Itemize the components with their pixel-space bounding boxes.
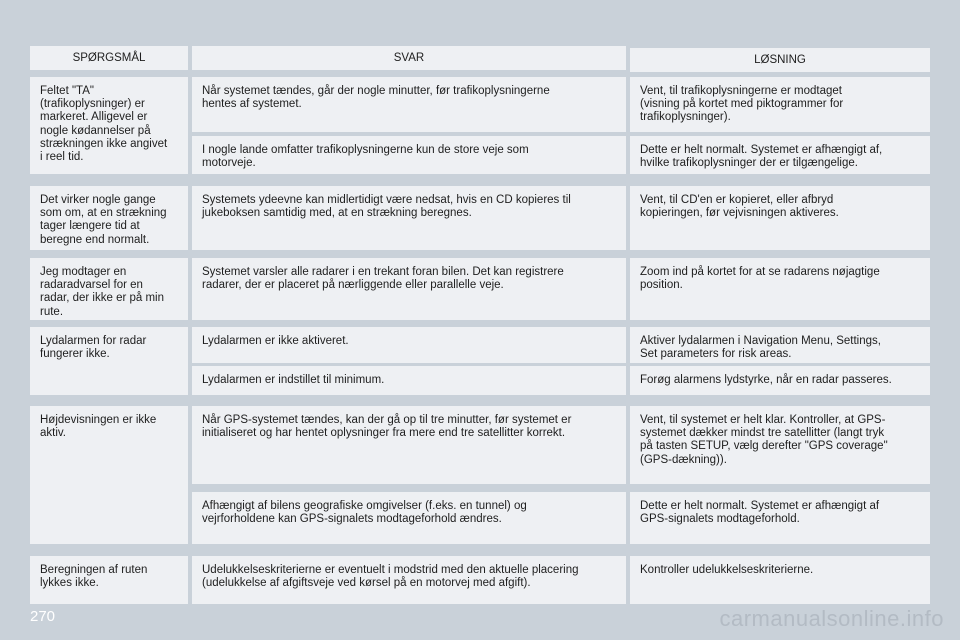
- answer-cell: Lydalarmen er indstillet til minimum.: [192, 366, 626, 395]
- solution-cell: Aktiver lydalarmen i Navigation Menu, Settings, Set parameters for risk areas.: [630, 327, 930, 363]
- solution-cell: Dette er helt normalt. Systemet er afhængigt af, hvilke trafikoplysninger der er tilgængelige.: [630, 136, 930, 174]
- answer-cell: Når GPS-systemet tændes, kan der gå op til tre minutter, før systemet er initialiseret og har hentet oplysninger fra mere end tre satellitter korrekt.: [192, 406, 626, 484]
- header-answer: SVAR: [192, 46, 626, 70]
- answer-cell: Systemet varsler alle radarer i en trekant foran bilen. Det kan registrere radarer, der er placeret på nærliggende eller parallelle veje.: [192, 258, 626, 320]
- solution-cell: Vent, til trafikoplysningerne er modtaget (visning på kortet med piktogrammer for trafikoplysninger).: [630, 77, 930, 132]
- question-cell: Højdevisningen er ikke aktiv.: [30, 406, 188, 544]
- answer-cell: Lydalarmen er ikke aktiveret.: [192, 327, 626, 363]
- question-cell: Lydalarmen for radar fungerer ikke.: [30, 327, 188, 395]
- answer-cell: I nogle lande omfatter trafikoplysningerne kun de store veje som motorveje.: [192, 136, 626, 174]
- question-cell: Jeg modtager en radaradvarsel for en radar, der ikke er på min rute.: [30, 258, 188, 320]
- solution-cell: Vent, til systemet er helt klar. Kontroller, at GPS- systemet dækker mindst tre satellitter (langt tryk på tasten SETUP, vælg derefter "GPS coverage" (GPS-dækning)).: [630, 406, 930, 484]
- answer-cell: Systemets ydeevne kan midlertidigt være nedsat, hvis en CD kopieres til jukeboksen samtidig med, at en strækning beregnes.: [192, 186, 626, 250]
- question-cell: Feltet "TA" (trafikoplysninger) er markeret. Alligevel er nogle kødannelser på strækningen ikke angivet i reel tid.: [30, 77, 188, 174]
- watermark: carmanualsonline.info: [719, 606, 944, 631]
- answer-cell: Når systemet tændes, går der nogle minutter, før trafikoplysningerne hentes af systemet.: [192, 77, 626, 132]
- page-number: 270: [30, 608, 56, 625]
- answer-cell: Afhængigt af bilens geografiske omgivelser (f.eks. en tunnel) og vejrforholdene kan GPS-signalets modtageforhold ændres.: [192, 492, 626, 544]
- answer-cell: Udelukkelseskriterierne er eventuelt i modstrid med den aktuelle placering (udelukkelse af afgiftsveje ved kørsel på en motorvej med afgift).: [192, 556, 626, 604]
- solution-cell: Kontroller udelukkelseskriterierne.: [630, 556, 930, 604]
- solution-cell: Dette er helt normalt. Systemet er afhængigt af GPS-signalets modtageforhold.: [630, 492, 930, 544]
- header-solution: LØSNING: [630, 48, 930, 72]
- header-question: SPØRGSMÅL: [30, 46, 188, 70]
- solution-cell: Vent, til CD'en er kopieret, eller afbryd kopieringen, før vejvisningen aktiveres.: [630, 186, 930, 250]
- question-cell: Det virker nogle gange som om, at en strækning tager længere tid at beregne end normalt.: [30, 186, 188, 250]
- question-cell: Beregningen af ruten lykkes ikke.: [30, 556, 188, 604]
- solution-cell: Forøg alarmens lydstyrke, når en radar passeres.: [630, 366, 930, 395]
- solution-cell: Zoom ind på kortet for at se radarens nøjagtige position.: [630, 258, 930, 320]
